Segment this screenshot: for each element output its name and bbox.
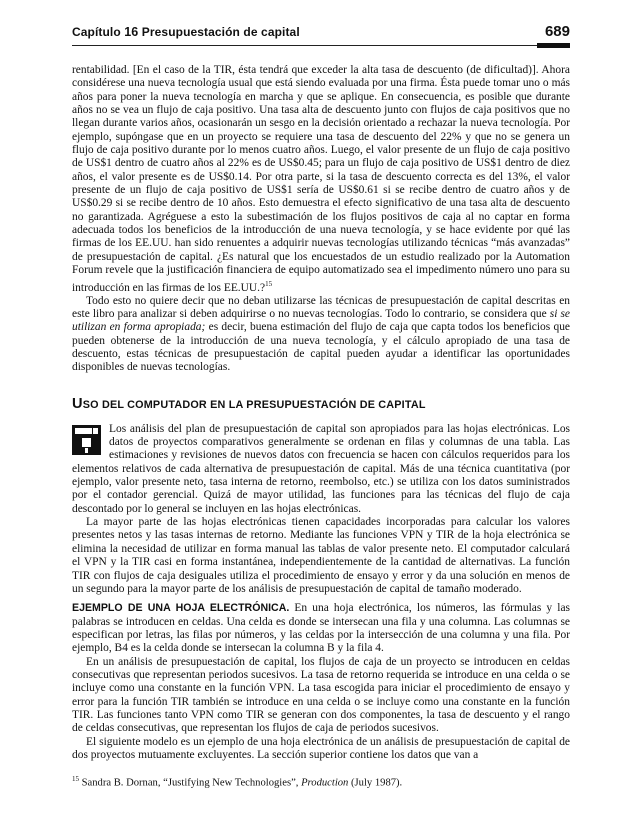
computer-icon [72, 425, 101, 455]
footnote-number: 15 [72, 775, 79, 783]
chapter-number: 16 [124, 25, 139, 39]
chapter-title: Presupuestación de capital [141, 25, 300, 39]
section-heading: USO DEL COMPUTADOR EN LA PRESUPUESTACIÓN DE CAPITAL [72, 395, 426, 412]
footnote: $^{15}$ Sandra B. Dornan, “Justifying New Technologies”, Production (July 1987). [72, 775, 403, 789]
paragraph: Todo esto no quiere decir que no deban utilizarse las técnicas de presupuestación de capital descritas en este libro para analizar si deben adquirirse o no nuevas tecnologías. Todo lo contrario, se considera que si se utilizan en forma apropiada; es decir, buena estimación del flujo de caja que capta todos los beneficios que pueden obtenerse de la introducción de una nueva tecnología, y el cálculo apropiado de una tasa de descuento, estas técnicas de presupuestación de capital pueden ayudar a identificar las oportunidades disponibles de nuevas tecnologías. [72, 294, 571, 374]
paragraph: Los análisis del plan de presupuestación de capital son apropiados para las hojas electrónicas. Los datos de proyectos comparativos generalmente se ordenan en filas y columnas de una tabla. Las estimaciones y revisiones de nuevos datos con frecuencia se hacen con cálculos requeridos para los elementos relativos de cada alternativa de presupuestación de capital. Más de una técnica cuantitativa (por ejemplo, valor presente neto, tasa interna de retorno, reembolso, etc.) se utiliza con los datos suministrados por el contador gerencial. Quizá de mayor utilidad, las funciones para las técnicas del flujo de caja descontado por lo general se incluyen en las hojas electrónicas. [72, 422, 570, 515]
header-rule [72, 45, 570, 46]
paragraph: En un análisis de presupuestación de capital, los flujos de caja de un proyecto se introducen en celdas consecutivas que representan periodos sucesivos. La tasa de retorno requerida se introduce en una celda o se incluye como una constante en la función VPN. La tasa escogida para iniciar el procedimiento de ensayo y error para la función TIR también se introduce en una celda o se incluye como una constante en la función TIR. Las funciones tanto VPN como TIR se generan con dos componentes, la tasa de descuento y el rango de celdas consecutivas, que representan los flujos de caja de periodos sucesivos. [72, 655, 570, 735]
header-rule-tab [537, 43, 570, 48]
paragraph: EJEMPLO DE UNA HOJA ELECTRÓNICA. En una hoja electrónica, los números, las fórmulas y las palabras se introducen en celdas. Una celda es donde se intersecan una fila y una columna. Las columnas se especifican por letras, las filas por números, y las celdas por la intersección de una columna y una fila. Por ejemplo, B4 es la celda donde se intersecan la columna B y la fila 4. [72, 602, 570, 655]
paragraph: El siguiente modelo es un ejemplo de una hoja electrónica de un análisis de presupuestación de capital de dos proyectos mutuamente excluyentes. La sección superior contiene los datos que van a [72, 735, 570, 761]
running-head [72, 25, 300, 39]
page-header [72, 25, 570, 47]
paragraph: rentabilidad. [En el caso de la TIR, ésta tendrá que exceder la alta tasa de descuento (de dificultad)]. Ahora considérese una nueva tecnología usual que está siendo evaluada por una firma. Ésta puede tomar uno o más años para poner la nueva tecnología en marcha y que se aplique. En consecuencia, es posible que durante años no se vea un flujo de caja positivo. Una tasa alta de descuento junto con flujos de caja positivos que no llegan durante varios años, ocasionarán un sesgo en la decisión orientado a rechazar la nueva tecnología. Por ejemplo, supóngase que en un proyecto se requiere una tasa de descuento del 22% y que no se genera un flujo de caja positivo durante por lo menos cuatro años. Luego, el valor presente de un flujo de caja positivo de US$1 dentro de cuatro años al 22% es de US$0.45; para un flujo de caja positivo de US$1 dentro de diez años, el valor presente es de US$0.14. Por otra parte, si la tasa de descuento correcta es del 13%, el valor presente de un flujo de caja positivo de US$1 sería de US$0.61 si se recibe dentro de cuatro años y de US$0.29 si se recibe dentro de 10 años. Esto demuestra el efecto significativo de una tasa alta de descuento no garantizada. Agréguese a esto la subestimación de los flujos positivos de caja al no captar en forma adecuada todos los beneficios de la introducción de una nueva tecnología, y se hace evidente por qué las firmas de los EE.UU. han sido renuentes a adquirir nuevas tecnologías utilizando técnicas “más avanzadas” de presupuestación de capital. ¿Es natural que los encuestados de un estudio realizado por la Automation Forum revele que la justificación financiera de equipo automatizado sea el impedimento número uno para su introducción en las firmas de los EE.UU.?$^{15}$ [72, 64, 570, 294]
page-number: 689 [544, 23, 570, 40]
chapter-word: Capítulo [72, 25, 121, 39]
run-in-heading: EJEMPLO DE UNA HOJA ELECTRÓNICA. [72, 602, 290, 615]
page-body [72, 64, 570, 762]
paragraph: La mayor parte de las hojas electrónicas tienen capacidades incorporadas para calcular los valores presentes netos y las tasas internas de retorno. Mediante las funciones VPN y TIR de la hoja electrónica se elimina la necesidad de utilizar en forma manual las tablas de valor presente neto. El computador calculará el VPN y la TIR casi en forma instantánea, independientemente de la cantidad de alternativas. La función TIR con flujos de caja desiguales utiliza el procedimiento de ensayo y error y da una solución en menos de un segundo para la mayor parte de los análisis de presupuestación de capital de tamaño moderado. [72, 516, 570, 595]
